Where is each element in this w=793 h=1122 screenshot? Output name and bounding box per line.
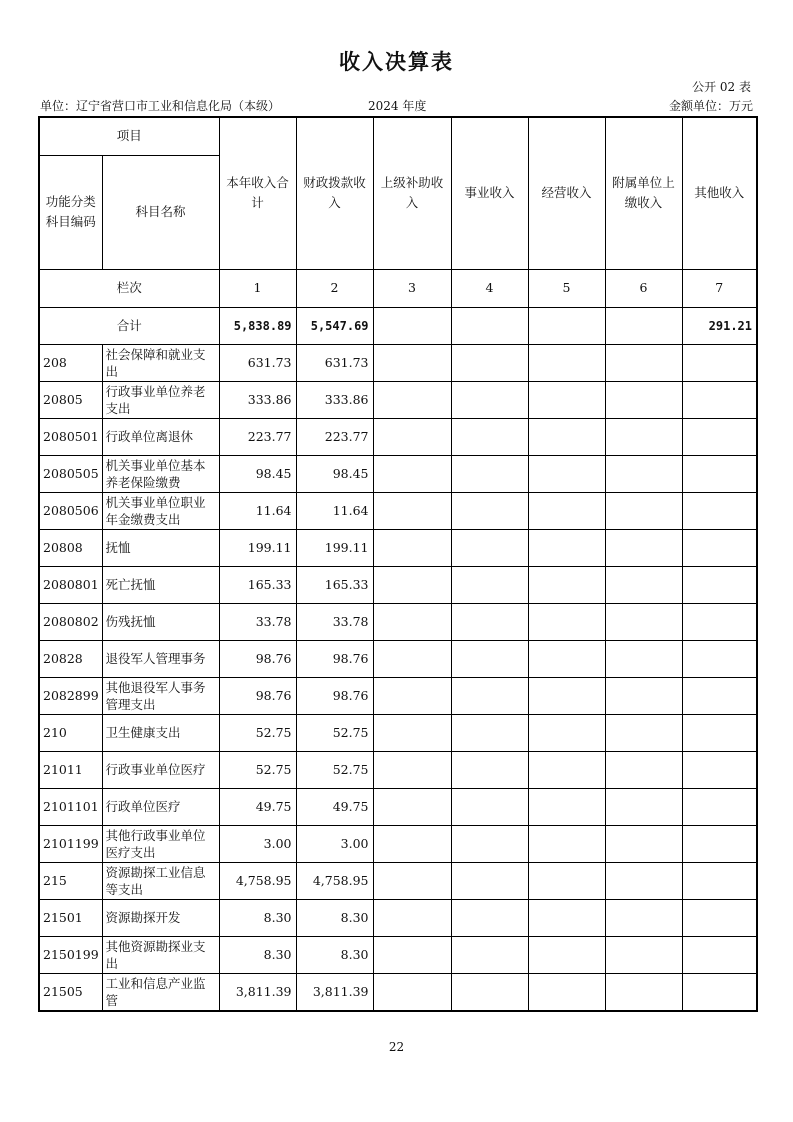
cell-col4 (451, 344, 528, 381)
cell-col1: 98.76 (219, 677, 296, 714)
cell-col2: 98.76 (296, 640, 373, 677)
cell-col4 (451, 455, 528, 492)
cell-col6 (605, 344, 682, 381)
cell-col3 (373, 381, 451, 418)
col-index-4: 4 (451, 269, 528, 307)
cell-col1: 49.75 (219, 788, 296, 825)
col-index-3: 3 (373, 269, 451, 307)
cell-col3 (373, 344, 451, 381)
cell-col6 (605, 381, 682, 418)
header-col3: 上级补助收入 (373, 117, 451, 269)
cell-col2: 165.33 (296, 566, 373, 603)
table-row (39, 455, 757, 492)
cell-col3 (373, 677, 451, 714)
cell-col4 (451, 973, 528, 1011)
cell-col1: 8.30 (219, 936, 296, 973)
total-col2: 5,547.69 (296, 307, 373, 344)
cell-col4 (451, 936, 528, 973)
form-code: 公开 02 表 (692, 80, 751, 94)
cell-code: 21011 (39, 751, 102, 788)
cell-col5 (528, 492, 605, 529)
cell-col7 (682, 381, 757, 418)
cell-col4 (451, 418, 528, 455)
page-number: 22 (388, 1040, 405, 1054)
cell-subject-name: 资源勘探开发 (102, 899, 219, 936)
cell-col5 (528, 640, 605, 677)
cell-col4 (451, 714, 528, 751)
row-index-label: 栏次 (39, 269, 219, 307)
col-index-6: 6 (605, 269, 682, 307)
cell-col6 (605, 973, 682, 1011)
cell-col5 (528, 603, 605, 640)
cell-subject-name: 资源勘探工业信息等支出 (102, 862, 219, 899)
cell-subject-name: 伤残抚恤 (102, 603, 219, 640)
table-row (39, 862, 757, 899)
cell-col4 (451, 640, 528, 677)
cell-col6 (605, 418, 682, 455)
cell-col6 (605, 566, 682, 603)
cell-code: 21505 (39, 973, 102, 1011)
cell-col5 (528, 381, 605, 418)
table-row (39, 529, 757, 566)
cell-col1: 3,811.39 (219, 973, 296, 1011)
cell-col2: 52.75 (296, 714, 373, 751)
table-row (39, 603, 757, 640)
cell-col1: 52.75 (219, 751, 296, 788)
cell-col5 (528, 714, 605, 751)
header-col6: 附属单位上缴收入 (605, 117, 682, 269)
cell-col3 (373, 492, 451, 529)
cell-col4 (451, 788, 528, 825)
cell-col2: 4,758.95 (296, 862, 373, 899)
table-row (39, 751, 757, 788)
col-index-2: 2 (296, 269, 373, 307)
cell-col1: 11.64 (219, 492, 296, 529)
cell-col7 (682, 899, 757, 936)
cell-col1: 98.76 (219, 640, 296, 677)
cell-col7 (682, 936, 757, 973)
cell-col5 (528, 344, 605, 381)
cell-col6 (605, 677, 682, 714)
cell-col3 (373, 640, 451, 677)
cell-col4 (451, 603, 528, 640)
table-row (39, 936, 757, 973)
cell-col6 (605, 751, 682, 788)
header-col5: 经营收入 (528, 117, 605, 269)
col-index-7: 7 (682, 269, 757, 307)
cell-col7 (682, 714, 757, 751)
cell-col6 (605, 899, 682, 936)
cell-col4 (451, 677, 528, 714)
cell-col6 (605, 936, 682, 973)
cell-col1: 98.45 (219, 455, 296, 492)
cell-code: 208 (39, 344, 102, 381)
cell-col2: 8.30 (296, 899, 373, 936)
table-row (39, 492, 757, 529)
cell-col3 (373, 714, 451, 751)
total-label: 合计 (39, 307, 219, 344)
cell-col5 (528, 455, 605, 492)
cell-col6 (605, 603, 682, 640)
cell-col1: 631.73 (219, 344, 296, 381)
cell-col2: 49.75 (296, 788, 373, 825)
table-row (39, 640, 757, 677)
cell-subject-name: 工业和信息产业监管 (102, 973, 219, 1011)
col-index-1: 1 (219, 269, 296, 307)
cell-code: 2080802 (39, 603, 102, 640)
cell-col3 (373, 566, 451, 603)
cell-subject-name: 死亡抚恤 (102, 566, 219, 603)
cell-code: 20808 (39, 529, 102, 566)
cell-col1: 223.77 (219, 418, 296, 455)
cell-col3 (373, 862, 451, 899)
cell-code: 2080801 (39, 566, 102, 603)
header-subject-name: 科目名称 (102, 155, 219, 269)
cell-col3 (373, 603, 451, 640)
cell-subject-name: 其他资源勘探业支出 (102, 936, 219, 973)
cell-col7 (682, 862, 757, 899)
cell-col6 (605, 529, 682, 566)
total-col3 (373, 307, 451, 344)
cell-code: 2082899 (39, 677, 102, 714)
cell-subject-name: 社会保障和就业支出 (102, 344, 219, 381)
cell-col1: 3.00 (219, 825, 296, 862)
cell-code: 21501 (39, 899, 102, 936)
cell-code: 2150199 (39, 936, 102, 973)
cell-subject-name: 卫生健康支出 (102, 714, 219, 751)
year-label: 2024 年度 (368, 99, 427, 113)
cell-subject-name: 行政单位医疗 (102, 788, 219, 825)
cell-code: 2080506 (39, 492, 102, 529)
cell-col3 (373, 788, 451, 825)
cell-col5 (528, 899, 605, 936)
cell-code: 2080505 (39, 455, 102, 492)
cell-col5 (528, 418, 605, 455)
cell-col5 (528, 751, 605, 788)
cell-col1: 4,758.95 (219, 862, 296, 899)
cell-col6 (605, 455, 682, 492)
table-row (39, 344, 757, 381)
cell-col3 (373, 455, 451, 492)
cell-subject-name: 行政事业单位医疗 (102, 751, 219, 788)
cell-subject-name: 抚恤 (102, 529, 219, 566)
cell-col3 (373, 899, 451, 936)
cell-subject-name: 机关事业单位基本养老保险缴费 (102, 455, 219, 492)
header-func-code: 功能分类科目编码 (39, 155, 102, 269)
total-col4 (451, 307, 528, 344)
cell-col7 (682, 603, 757, 640)
cell-col1: 33.78 (219, 603, 296, 640)
table-row (39, 973, 757, 1011)
header-item: 项目 (39, 117, 219, 155)
cell-code: 215 (39, 862, 102, 899)
cell-col4 (451, 862, 528, 899)
total-col5 (528, 307, 605, 344)
cell-col5 (528, 566, 605, 603)
cell-col7 (682, 566, 757, 603)
cell-col7 (682, 418, 757, 455)
header-col7: 其他收入 (682, 117, 757, 269)
table-row (39, 788, 757, 825)
cell-col6 (605, 492, 682, 529)
cell-col7 (682, 492, 757, 529)
cell-subject-name: 其他退役军人事务管理支出 (102, 677, 219, 714)
table-row (39, 825, 757, 862)
cell-col2: 3.00 (296, 825, 373, 862)
cell-col5 (528, 936, 605, 973)
cell-col1: 52.75 (219, 714, 296, 751)
cell-col5 (528, 788, 605, 825)
cell-col4 (451, 492, 528, 529)
cell-subject-name: 退役军人管理事务 (102, 640, 219, 677)
cell-col1: 165.33 (219, 566, 296, 603)
cell-code: 2101101 (39, 788, 102, 825)
table-row (39, 714, 757, 751)
cell-col2: 98.45 (296, 455, 373, 492)
cell-col2: 8.30 (296, 936, 373, 973)
cell-col2: 11.64 (296, 492, 373, 529)
table-row (39, 677, 757, 714)
cell-subject-name: 行政事业单位养老支出 (102, 381, 219, 418)
cell-subject-name: 行政单位离退休 (102, 418, 219, 455)
cell-col4 (451, 529, 528, 566)
table-row (39, 418, 757, 455)
cell-col7 (682, 825, 757, 862)
cell-col3 (373, 529, 451, 566)
cell-col4 (451, 825, 528, 862)
cell-col7 (682, 529, 757, 566)
cell-code: 210 (39, 714, 102, 751)
cell-col2: 223.77 (296, 418, 373, 455)
cell-col2: 631.73 (296, 344, 373, 381)
cell-col5 (528, 973, 605, 1011)
cell-col2: 98.76 (296, 677, 373, 714)
cell-col1: 8.30 (219, 899, 296, 936)
total-col7: 291.21 (682, 307, 757, 344)
income-table (38, 116, 758, 1012)
cell-col4 (451, 566, 528, 603)
cell-col5 (528, 529, 605, 566)
header-col4: 事业收入 (451, 117, 528, 269)
cell-col4 (451, 899, 528, 936)
cell-code: 2080501 (39, 418, 102, 455)
unit-label: 单位：辽宁省营口市工业和信息化局（本级） (40, 99, 281, 113)
total-col1: 5,838.89 (219, 307, 296, 344)
cell-col7 (682, 677, 757, 714)
meta-line (40, 97, 753, 113)
cell-col6 (605, 788, 682, 825)
cell-col4 (451, 381, 528, 418)
cell-col2: 52.75 (296, 751, 373, 788)
cell-col3 (373, 751, 451, 788)
cell-col6 (605, 862, 682, 899)
cell-col4 (451, 751, 528, 788)
cell-col5 (528, 862, 605, 899)
money-unit-label: 金额单位：万元 (668, 99, 753, 113)
table-row (39, 899, 757, 936)
cell-col6 (605, 825, 682, 862)
cell-col2: 3,811.39 (296, 973, 373, 1011)
cell-col5 (528, 677, 605, 714)
cell-col3 (373, 825, 451, 862)
total-col6 (605, 307, 682, 344)
table-row (39, 381, 757, 418)
col-index-5: 5 (528, 269, 605, 307)
cell-col7 (682, 751, 757, 788)
cell-col7 (682, 640, 757, 677)
cell-col3 (373, 936, 451, 973)
cell-col1: 199.11 (219, 529, 296, 566)
cell-code: 2101199 (39, 825, 102, 862)
cell-col1: 333.86 (219, 381, 296, 418)
cell-col3 (373, 418, 451, 455)
cell-col2: 33.78 (296, 603, 373, 640)
cell-code: 20805 (39, 381, 102, 418)
cell-subject-name: 机关事业单位职业年金缴费支出 (102, 492, 219, 529)
cell-col7 (682, 455, 757, 492)
cell-code: 20828 (39, 640, 102, 677)
table-row (39, 566, 757, 603)
cell-col3 (373, 973, 451, 1011)
cell-col7 (682, 788, 757, 825)
cell-col2: 333.86 (296, 381, 373, 418)
cell-col2: 199.11 (296, 529, 373, 566)
header-col1: 本年收入合计 (219, 117, 296, 269)
cell-col6 (605, 640, 682, 677)
header-col2: 财政拨款收入 (296, 117, 373, 269)
cell-col5 (528, 825, 605, 862)
cell-col7 (682, 344, 757, 381)
page-title: 收入决算表 (339, 50, 454, 74)
cell-subject-name: 其他行政事业单位医疗支出 (102, 825, 219, 862)
cell-col7 (682, 973, 757, 1011)
cell-col6 (605, 714, 682, 751)
